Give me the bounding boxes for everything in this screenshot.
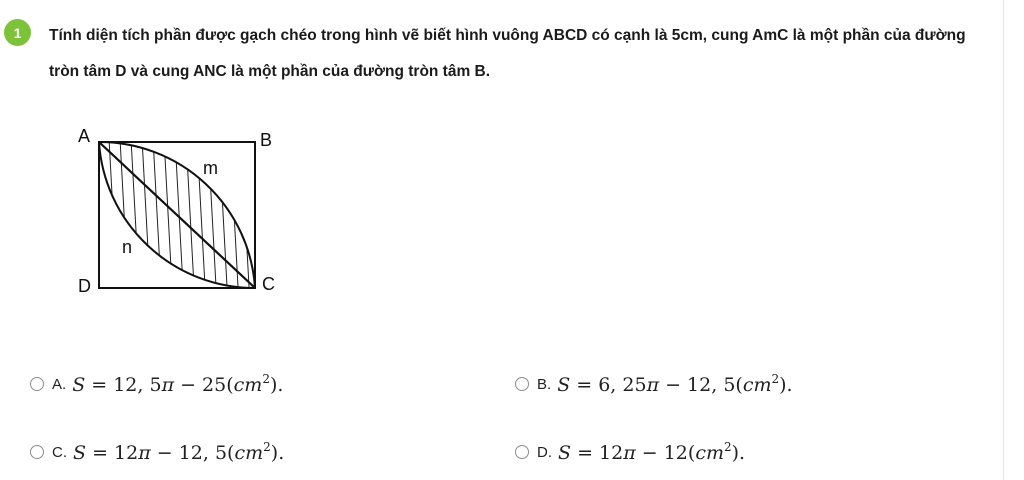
option-d-formula: $S = 12\pi - 12(cm^2)$. — [558, 440, 746, 464]
question-text: Tính diện tích phần được gạch chéo trong hình vẽ biết hình vuông ABCD có cạnh là 5cm, cung AmC là một phần của đường tròn tâm D và cung ANC là một phần của đường tròn tâm B. — [49, 27, 966, 80]
label-b: B — [260, 130, 273, 150]
radio-icon[interactable] — [515, 445, 529, 459]
label-m: m — [203, 158, 218, 178]
square-with-arcs-diagram — [72, 120, 292, 305]
label-c: C — [262, 274, 275, 294]
radio-icon[interactable] — [30, 445, 44, 459]
option-b[interactable]: B. S = 6, 25π − 12, $5(cm^2)$. — [515, 372, 793, 396]
question-number-badge: 1 — [4, 19, 31, 46]
option-a-formula: S = 12, $5\pi - 25(cm^2)$. — [72, 372, 284, 396]
option-d[interactable]: D. $S = 12\pi - 12(cm^2)$. — [515, 440, 745, 464]
content-right-border — [1003, 0, 1004, 480]
option-b-formula: S = 6, 25π − 12, $5(cm^2)$. — [557, 372, 793, 396]
radio-icon[interactable] — [515, 377, 529, 391]
option-c[interactable]: C. S = 12π − 12, $5(cm^2)$. — [30, 440, 284, 464]
radio-icon[interactable] — [30, 377, 44, 391]
label-n: n — [122, 237, 133, 257]
label-a: A — [78, 126, 91, 146]
label-d: D — [78, 276, 91, 296]
option-a[interactable]: A. S = 12, $5\pi - 25(cm^2)$. — [30, 372, 283, 396]
option-c-formula: S = 12π − 12, $5(cm^2)$. — [73, 440, 285, 464]
geometry-figure — [72, 120, 292, 305]
